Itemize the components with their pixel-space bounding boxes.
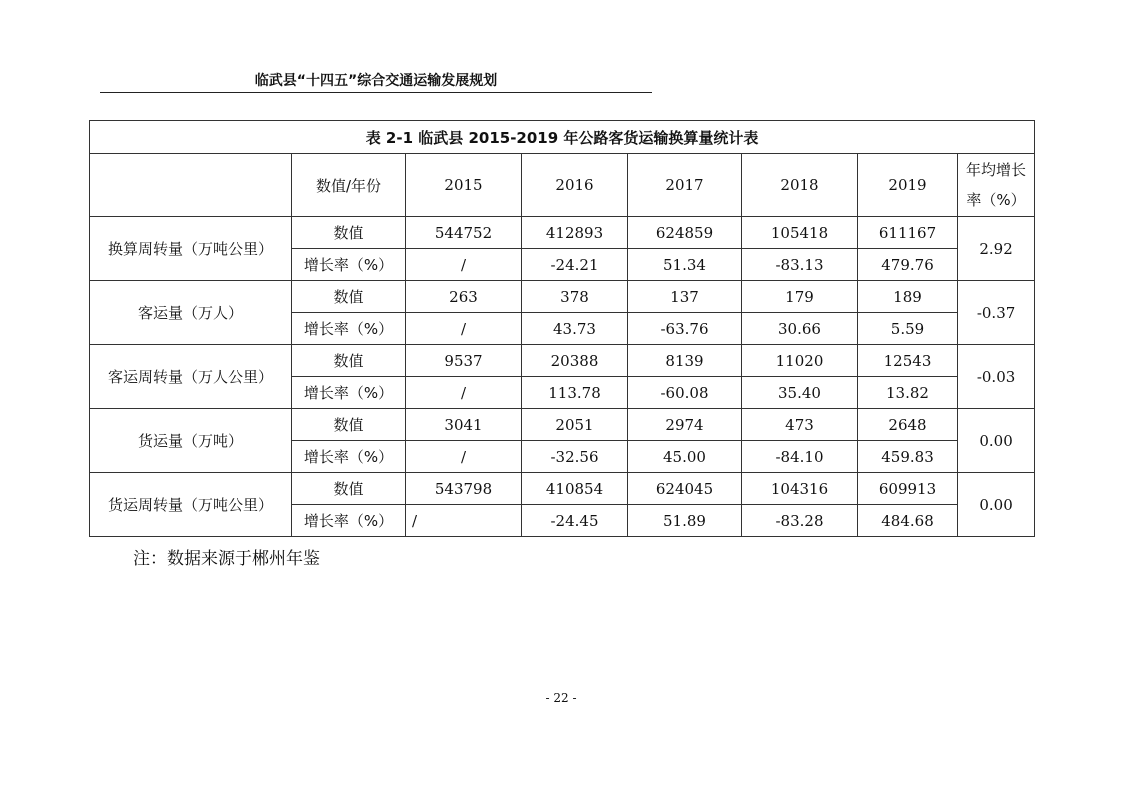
growth-cell: 51.34 bbox=[628, 249, 742, 281]
statistics-table bbox=[89, 120, 1035, 537]
value-row-label: 数值 bbox=[292, 473, 406, 505]
growth-cell: 35.40 bbox=[742, 377, 858, 409]
growth-cell: / bbox=[406, 441, 522, 473]
value-row-label: 数值 bbox=[292, 345, 406, 377]
header-avg-growth-line1: 年均增长 bbox=[966, 161, 1027, 179]
growth-row-label: 增长率（%） bbox=[292, 377, 406, 409]
value-cell: 473 bbox=[742, 409, 858, 441]
value-cell: 137 bbox=[628, 281, 742, 313]
header-rule bbox=[100, 92, 652, 93]
table-row bbox=[90, 473, 1035, 505]
growth-cell: -60.08 bbox=[628, 377, 742, 409]
header-year: 2017 bbox=[628, 154, 742, 217]
group-label: 货运周转量（万吨公里） bbox=[90, 473, 292, 537]
growth-cell: / bbox=[406, 377, 522, 409]
value-cell: 11020 bbox=[742, 345, 858, 377]
growth-cell: / bbox=[406, 313, 522, 345]
page-number: - 22 - bbox=[545, 691, 577, 705]
page-header: 临武县“十四五”综合交通运输发展规划 bbox=[254, 73, 498, 89]
growth-cell: -24.21 bbox=[522, 249, 628, 281]
value-cell: 624045 bbox=[628, 473, 742, 505]
value-cell: 12543 bbox=[858, 345, 958, 377]
growth-cell: -32.56 bbox=[522, 441, 628, 473]
value-cell: 2051 bbox=[522, 409, 628, 441]
table-row bbox=[90, 217, 1035, 249]
value-cell: 105418 bbox=[742, 217, 858, 249]
growth-cell: 43.73 bbox=[522, 313, 628, 345]
growth-cell: 5.59 bbox=[858, 313, 958, 345]
growth-cell: 479.76 bbox=[858, 249, 958, 281]
growth-cell: 459.83 bbox=[858, 441, 958, 473]
growth-row-label: 增长率（%） bbox=[292, 441, 406, 473]
value-cell: 179 bbox=[742, 281, 858, 313]
avg-growth-cell: -0.03 bbox=[958, 345, 1035, 409]
growth-cell: 113.78 bbox=[522, 377, 628, 409]
header-avg-growth bbox=[958, 154, 1035, 217]
table-header-row bbox=[90, 154, 1035, 217]
growth-row-label: 增长率（%） bbox=[292, 313, 406, 345]
growth-cell: 30.66 bbox=[742, 313, 858, 345]
avg-growth-cell: 0.00 bbox=[958, 473, 1035, 537]
table-row bbox=[90, 409, 1035, 441]
group-label: 换算周转量（万吨公里） bbox=[90, 217, 292, 281]
growth-row-label: 增长率（%） bbox=[292, 249, 406, 281]
value-cell: 2648 bbox=[858, 409, 958, 441]
value-cell: 263 bbox=[406, 281, 522, 313]
growth-cell: 51.89 bbox=[628, 505, 742, 537]
value-cell: 378 bbox=[522, 281, 628, 313]
value-cell: 2974 bbox=[628, 409, 742, 441]
table-note: 注：数据来源于郴州年鉴 bbox=[133, 549, 320, 569]
growth-cell: -24.45 bbox=[522, 505, 628, 537]
table-caption: 表 2-1 临武县 2015-2019 年公路客货运输换算量统计表 bbox=[90, 121, 1035, 154]
growth-row-label: 增长率（%） bbox=[292, 505, 406, 537]
value-cell: 410854 bbox=[522, 473, 628, 505]
value-cell: 104316 bbox=[742, 473, 858, 505]
table-row bbox=[90, 281, 1035, 313]
header-year: 2018 bbox=[742, 154, 858, 217]
header-year: 2015 bbox=[406, 154, 522, 217]
value-cell: 543798 bbox=[406, 473, 522, 505]
value-cell: 609913 bbox=[858, 473, 958, 505]
value-row-label: 数值 bbox=[292, 217, 406, 249]
value-cell: 544752 bbox=[406, 217, 522, 249]
growth-cell: 45.00 bbox=[628, 441, 742, 473]
growth-cell: 484.68 bbox=[858, 505, 958, 537]
growth-cell: -83.28 bbox=[742, 505, 858, 537]
value-cell: 20388 bbox=[522, 345, 628, 377]
value-cell: 624859 bbox=[628, 217, 742, 249]
group-label: 客运量（万人） bbox=[90, 281, 292, 345]
avg-growth-cell: -0.37 bbox=[958, 281, 1035, 345]
value-row-label: 数值 bbox=[292, 281, 406, 313]
table-row bbox=[90, 345, 1035, 377]
group-label: 货运量（万吨） bbox=[90, 409, 292, 473]
value-cell: 412893 bbox=[522, 217, 628, 249]
growth-cell: / bbox=[406, 505, 522, 537]
value-row-label: 数值 bbox=[292, 409, 406, 441]
value-cell: 189 bbox=[858, 281, 958, 313]
header-avg-growth-line2: 率（%） bbox=[966, 191, 1026, 209]
growth-cell: / bbox=[406, 249, 522, 281]
header-row-label: 数值/年份 bbox=[292, 154, 406, 217]
avg-growth-cell: 0.00 bbox=[958, 409, 1035, 473]
avg-growth-cell: 2.92 bbox=[958, 217, 1035, 281]
growth-cell: -84.10 bbox=[742, 441, 858, 473]
value-cell: 8139 bbox=[628, 345, 742, 377]
value-cell: 9537 bbox=[406, 345, 522, 377]
growth-cell: -83.13 bbox=[742, 249, 858, 281]
group-label: 客运周转量（万人公里） bbox=[90, 345, 292, 409]
header-year: 2019 bbox=[858, 154, 958, 217]
growth-cell: 13.82 bbox=[858, 377, 958, 409]
header-year: 2016 bbox=[522, 154, 628, 217]
value-cell: 611167 bbox=[858, 217, 958, 249]
growth-cell: -63.76 bbox=[628, 313, 742, 345]
value-cell: 3041 bbox=[406, 409, 522, 441]
header-empty-cell bbox=[90, 154, 292, 217]
